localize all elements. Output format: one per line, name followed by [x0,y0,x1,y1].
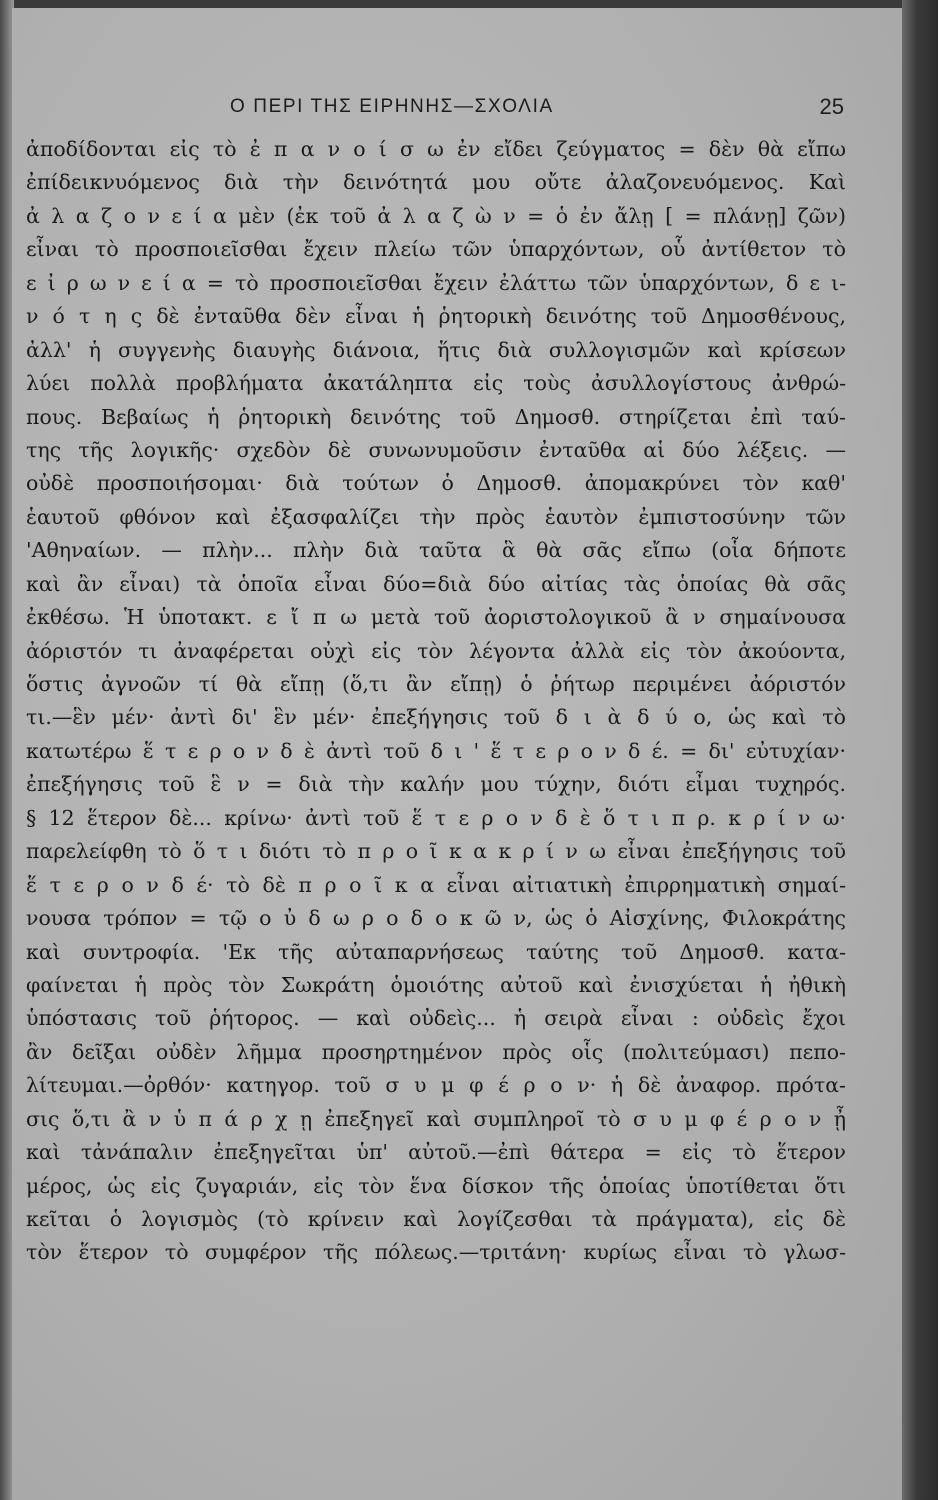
text-line: ἀλλ' ἡ συγγενὴς διαυγὴς διάνοια, ἥτις διὰ συλλογισμῶν καὶ κρίσεων [26,337,846,362]
text-line: σις ὅ,τι ἂ ν ὑ π ά ρ χ ῃ ἐπεξηγεῖ καὶ συμπληροῖ τὸ σ υ μ φ έ ρ ο ν ᾖ [26,1106,846,1131]
text-line: ὑπόστασις τοῦ ῥήτορος. — καὶ οὐδεὶς... ἡ σειρὰ εἶναι : οὐδεὶς ἔχοι [26,1006,846,1031]
text-line: ἐπεξήγησις τοῦ ἓ ν = διὰ τὴν καλήν μου τύχην, διότι εἶμαι τυχηρός. [26,772,846,797]
text-line: ἀποδίδονται εἰς τὸ ἐ π α ν ο ί σ ω ἐν εἴδει ζεύγματος = δὲν θὰ εἴπω [26,137,846,161]
text-line: οὐδὲ προσποιήσομαι· διὰ τούτων ὁ Δημοσθ. ἀπομακρύνει τὸν καθ' [26,471,846,496]
text-line: τὸν ἕτερον τὸ συμφέρον τῆς πόλεως.—τριτάνη· κυρίως εἶναι τὸ γλωσ- [26,1240,846,1265]
text-line: ε ἰ ρ ω ν ε ί α = τὸ προσποιεῖσθαι ἔχειν ἐλάττω τῶν ὑπαρχόντων, δ ε ι- [26,270,846,295]
page-number: 25 [819,94,844,119]
commentary-text [26,133,846,1270]
text-line: φαίνεται ἡ πρὸς τὸν Σωκράτη ὁμοιότης αὐτοῦ καὶ ἐνισχύεται ἡ ἠθικὴ [26,972,846,997]
text-line: ἑαυτοῦ φθόνον καὶ ἐξασφαλίζει τὴν πρὸς ἑαυτὸν ἐμπιστοσύνην τῶν [26,504,846,529]
text-line: § 12 ἕτερον δὲ... κρίνω· ἀντὶ τοῦ ἕ τ ε ρ ο ν δ ὲ ὅ τ ι π ρ. κ ρ ί ν ω· [26,805,846,830]
text-line: ν ό τ η ς δὲ ἐνταῦθα δὲν εἶναι ἡ ῥητορικὴ δεινότης τοῦ Δημοσθένους, [26,304,846,329]
text-line: πους. Βεβαίως ἡ ῥητορικὴ δεινότης τοῦ Δημοσθ. στηρίζεται ἐπὶ ταύ- [26,404,846,429]
text-line: μέρος, ὡς εἰς ζυγαριάν, εἰς τὸν ἕνα δίσκον τῆς ὁποίας ὑποτίθεται ὅτι [26,1173,846,1198]
text-line: καὶ ἂν εἶναι) τὰ ὁποῖα εἶναι δύο=διὰ δύο αἰτίας τὰς ὁποίας θὰ σᾶς [26,571,846,596]
text-line: 'Αθηναίων. — πλὴν... πλὴν διὰ ταῦτα ἃ θὰ σᾶς εἴπω (οἷα δήποτε [26,538,846,563]
text-line: κατωτέρω ἕ τ ε ρ ο ν δ ὲ ἀντὶ τοῦ δ ι ' ἕ τ ε ρ ο ν δ έ. = δι' εὐτυχίαν· [26,738,846,763]
text-line: παρελείφθη τὸ ὅ τ ι διότι τὸ π ρ ο ῖ κ α κ ρ ί ν ω εἶναι ἐπεξήγησις τοῦ [26,839,846,864]
text-line: λίτευμαι.—ὀρθόν· κατηγορ. τοῦ σ υ μ φ έ ρ ο ν· ἡ δὲ ἀναφορ. πρότα- [26,1073,846,1098]
scan-right-edge [902,0,938,1500]
text-line: κεῖται ὁ λογισμὸς (τὸ κρίνειν καὶ λογίζεσθαι τὰ πράγματα), εἰς δὲ [26,1207,846,1231]
text-line: καὶ συντροφία. 'Εκ τῆς αὐταπαρνήσεως ταύτης τοῦ Δημοσθ. κατα- [26,939,846,964]
text-line: ἀόριστόν τι ἀναφέρεται οὐχὶ εἰς τὸν λέγοντα ἀλλὰ εἰς τὸν ἀκούοντα, [26,638,846,663]
text-line: ἐκθέσω. Ἡ ὑποτακτ. ε ἴ π ω μετὰ τοῦ ἀοριστολογικοῦ ἂ ν σημαίνουσα [26,605,846,630]
text-line: ἐπίδεικνυόμενος διὰ τὴν δεινότητά μου οὔτε ἀλαζονευόμενος. Καὶ [26,170,846,195]
text-line: εἶναι τὸ προσποιεῖσθαι ἔχειν πλείω τῶν ὑπαρχόντων, οὗ ἀντίθετον τὸ [26,237,846,262]
running-head-title: Ο ΠΕΡΙ ΤΗΣ ΕΙΡΗΝΗΣ—ΣΧΟΛΙΑ [230,96,554,117]
text-line: λύει πολλὰ προβλήματα ἀκατάληπτα εἰς τοὺς ἀσυλλογίστους ἀνθρώ- [26,371,846,396]
book-page [12,8,902,1500]
text-line: ὅστις ἀγνοῶν τί θὰ εἴπῃ (ὅ,τι ἂν εἴπῃ) ὁ ῥήτωρ περιμένει ἀόριστόν [26,672,846,696]
text-line: ἀ λ α ζ ο ν ε ί α μὲν (ἐκ τοῦ ἀ λ α ζ ὼ ν = ὁ ἐν ἄλῃ [ = πλάνῃ] ζῶν) [26,203,846,228]
text-line: ἂν δεῖξαι οὐδὲν λῆμμα προσηρτημένον πρὸς οἷς (πολιτεύμασι) πεπο- [26,1039,846,1064]
text-line: καὶ τἀνάπαλιν ἐπεξηγεῖται ὑπ' αὐτοῦ.—ἐπὶ θάτερα = εἰς τὸ ἕτερον [26,1140,846,1165]
running-head [12,96,902,126]
text-line: νουσα τρόπον = τῷ ο ὐ δ ω ρ ο δ ο κ ῶ ν, ὡς ὁ Αἰσχίνης, Φιλοκράτης [26,906,846,931]
text-line: ἕ τ ε ρ ο ν δ έ· τὸ δὲ π ρ ο ῖ κ α εἶναι αἰτιατικὴ ἐπιρρηματικὴ σημαί- [26,872,846,897]
text-line: τι.—ἓν μέν· ἀντὶ δι' ἓν μέν· ἐπεξήγησις τοῦ δ ι ὰ δ ύ ο, ὡς καὶ τὸ [26,705,846,730]
text-line: της τῆς λογικῆς· σχεδὸν δὲ συνωνυμοῦσιν ἐνταῦθα αἱ δύο λέξεις. — [26,437,846,462]
